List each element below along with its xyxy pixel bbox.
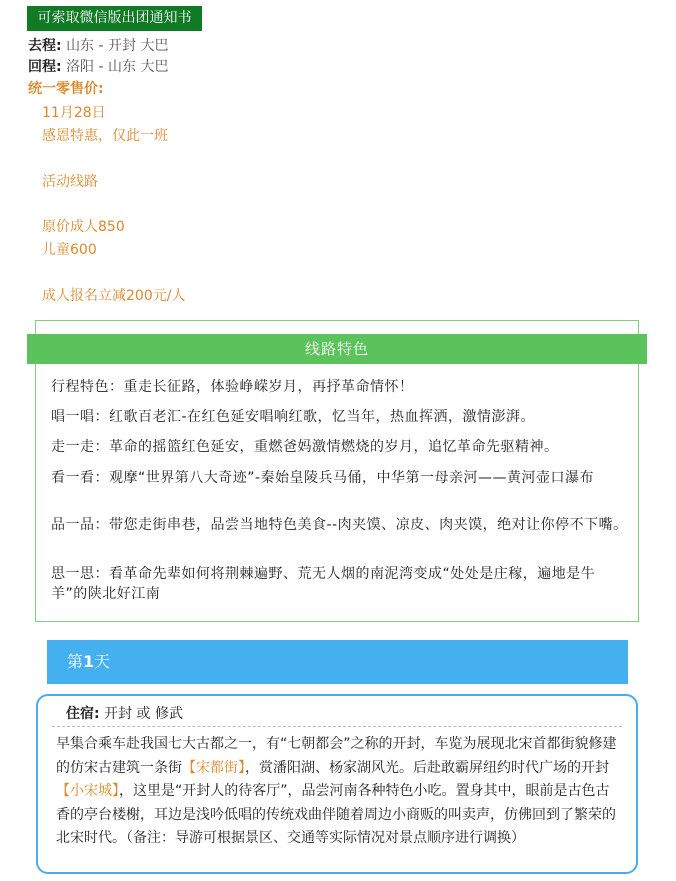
day-1-header[interactable] (47, 640, 628, 684)
desc-text: ，这里是“开封人的待客厅”，品尝河南各种特色小吃。置身其中，眼前是古色古香的亭台楼榭，耳边是浅吟低唱的传统戏曲伴随着周边小商贩的叫卖声，仿佛回到了繁荣的北宋时代。（备注：导游可根据景区、交通等实际情况对景点顺序进行调换） (56, 783, 616, 846)
desc-text: ，赏潘阳湖、杨家湖风光。后赴敢霸屏纽约时代广场的开封 (245, 759, 609, 776)
return-label: 回程: (28, 59, 62, 75)
return-route (28, 56, 168, 76)
day-prefix: 第 (67, 652, 84, 671)
notice-badge[interactable]: 可索取微信版出团通知书 (27, 6, 202, 31)
outbound-route (28, 35, 168, 55)
promo-route: 活动线路 (42, 174, 98, 190)
retail-price-label: 统一零售价: (28, 81, 104, 97)
feature-line: 行程特色：重走长征路，体验峥嵘岁月，再抒革命情怀！ (51, 379, 414, 395)
accommodation-value: 开封 或 修武 (104, 706, 183, 722)
song-capital-street-link[interactable]: 【宋都街】 (182, 759, 245, 776)
feature-line: 思一思：看革命先辈如何将荆棘遍野、荒无人烟的南泥湾变成“处处是庄稼，遍地是牛羊”的陕北好江南 (51, 566, 596, 602)
promo-date: 11月28日 (42, 105, 106, 121)
promo-offer: 感恩特惠，仅此一班 (42, 128, 168, 144)
desc-text: 早集合乘车赴我国七大古都之一，有“七朝都会”之称的开封，车览为展现北宋首都街貌修建的仿宋古建筑一条街 (56, 736, 617, 776)
promo-discount: 成人报名立减200元/人 (42, 288, 186, 304)
feature-line: 品一品：带您走街串巷，品尝当地特色美食--肉夹馍、凉皮、肉夹馍，绝对让你停不下嘴。 (51, 517, 628, 533)
divider (52, 726, 622, 727)
day-1-description (56, 733, 622, 851)
promo-child-price: 儿童600 (42, 242, 97, 258)
outbound-label: 去程: (28, 38, 62, 54)
return-value: 洛阳 - 山东 大巴 (66, 59, 169, 75)
feature-line: 看一看：观摩“世界第八大奇迹”-秦始皇陵兵马俑，中华第一母亲河——黄河壶口瀑布 (51, 470, 595, 486)
promo-adult-price: 原价成人850 (42, 219, 125, 235)
feature-line: 走一走：革命的摇篮红色延安，重燃爸妈激情燃烧的岁月，追忆革命先驱精神。 (51, 439, 559, 455)
day-suffix: 天 (94, 652, 111, 671)
little-song-city-link[interactable]: 【小宋城】 (56, 783, 119, 799)
outbound-value: 山东 - 开封 大巴 (66, 38, 169, 54)
accommodation (66, 703, 183, 723)
feature-line: 唱一唱：红歌百老汇-在红色延安唱响红歌，忆当年，热血挥洒，激情澎湃。 (51, 409, 536, 425)
accommodation-label: 住宿: (66, 706, 100, 722)
features-title: 线路特色 (27, 334, 647, 364)
day-number: 1 (83, 652, 95, 671)
